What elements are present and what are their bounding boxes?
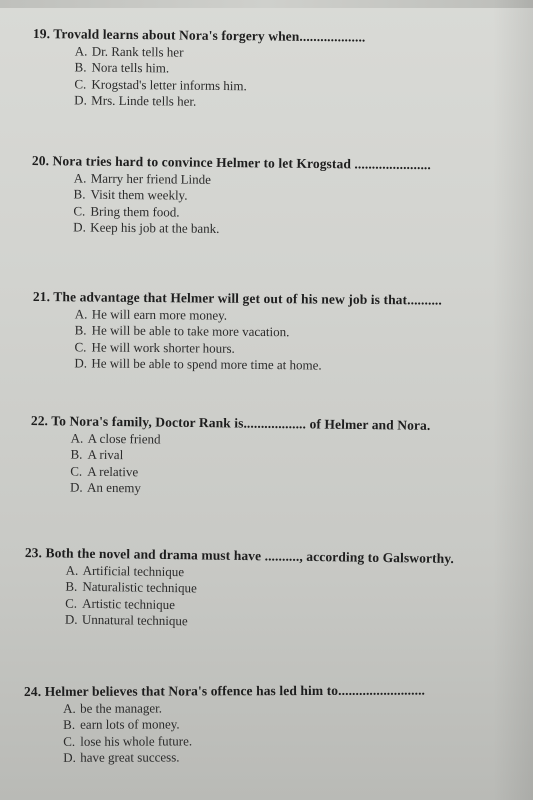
option-text: Naturalistic technique bbox=[82, 579, 197, 596]
option-d[interactable] bbox=[63, 748, 425, 766]
question-stem: 19. Trovald learns about Nora's forgery when................... bbox=[32, 26, 366, 45]
option-letter: C. bbox=[74, 76, 87, 92]
option-letter: B. bbox=[74, 322, 87, 338]
option-text: lose his whole future. bbox=[80, 733, 193, 749]
question-stem: 24. Helmer believes that Nora's offence has led him to......................... bbox=[24, 682, 426, 699]
option-text: Artistic technique bbox=[82, 595, 176, 612]
option-text: Dr. Rank tells her bbox=[91, 43, 184, 60]
question-stem: 21. The advantage that Helmer will get out of his new job is that.......... bbox=[32, 289, 442, 308]
option-letter: D. bbox=[64, 611, 78, 627]
option-text: be the manager. bbox=[80, 700, 163, 716]
option-b[interactable] bbox=[63, 716, 425, 734]
option-text: Nora tells him. bbox=[91, 59, 170, 76]
option-list bbox=[24, 700, 425, 767]
option-text: He will be able to spend more time at home. bbox=[91, 355, 322, 373]
option-text: An enemy bbox=[87, 479, 141, 496]
option-text: Bring them food. bbox=[90, 203, 180, 220]
option-d[interactable] bbox=[74, 355, 441, 374]
option-letter: A. bbox=[74, 306, 88, 322]
option-c[interactable] bbox=[63, 732, 425, 750]
option-text: A rival bbox=[87, 446, 124, 463]
option-text: have great success. bbox=[80, 749, 180, 765]
option-letter: B. bbox=[65, 578, 78, 595]
option-letter: D. bbox=[74, 355, 88, 371]
option-text: Marry her friend Linde bbox=[90, 170, 212, 187]
option-letter: C. bbox=[63, 733, 76, 749]
question-23 bbox=[24, 545, 454, 633]
option-list bbox=[30, 430, 430, 500]
option-text: Visit them weekly. bbox=[90, 186, 188, 203]
question-stem: 22. To Nora's family, Doctor Rank is.................. of Helmer and Nora. bbox=[30, 413, 431, 433]
option-text: He will be able to take more vacation. bbox=[91, 322, 290, 340]
option-letter: B. bbox=[63, 717, 76, 733]
option-d[interactable] bbox=[74, 92, 365, 111]
question-19 bbox=[32, 26, 365, 112]
question-stem: 20. Nora tries hard to convince Helmer to let Krogstad ...................... bbox=[31, 153, 431, 173]
option-list bbox=[32, 306, 442, 375]
option-text: earn lots of money. bbox=[80, 716, 180, 733]
option-list bbox=[32, 43, 365, 112]
option-letter: D. bbox=[70, 479, 83, 495]
option-list bbox=[24, 562, 454, 633]
option-text: He will work shorter hours. bbox=[91, 339, 235, 356]
option-letter: D. bbox=[74, 92, 87, 108]
page-top-edge bbox=[0, 0, 533, 8]
option-letter: A. bbox=[73, 170, 87, 186]
option-letter: B. bbox=[73, 186, 86, 202]
option-letter: D. bbox=[73, 219, 86, 235]
option-letter: C. bbox=[74, 338, 87, 355]
option-letter: A. bbox=[74, 43, 88, 59]
option-letter: A. bbox=[63, 700, 76, 716]
option-letter: C. bbox=[70, 463, 83, 479]
option-text: Artificial technique bbox=[82, 562, 185, 580]
option-letter: B. bbox=[74, 59, 87, 75]
option-d[interactable] bbox=[70, 479, 430, 500]
option-letter: C. bbox=[73, 203, 86, 219]
option-list bbox=[31, 170, 431, 239]
option-letter: D. bbox=[63, 749, 76, 765]
option-text: Mrs. Linde tells her. bbox=[91, 92, 197, 109]
option-letter: C. bbox=[65, 595, 78, 611]
option-text: A relative bbox=[87, 463, 139, 479]
option-text: Krogstad's letter informs him. bbox=[91, 76, 247, 93]
page-shadow bbox=[493, 0, 533, 800]
option-text: He will earn more money. bbox=[91, 306, 228, 323]
question-24 bbox=[24, 683, 425, 767]
option-text: Keep his job at the bank. bbox=[90, 219, 220, 236]
question-22 bbox=[30, 413, 431, 500]
question-21 bbox=[32, 289, 442, 375]
option-text: Unnatural technique bbox=[81, 611, 188, 629]
question-20 bbox=[31, 153, 431, 239]
option-a[interactable] bbox=[63, 700, 425, 718]
option-text: A close friend bbox=[87, 430, 161, 447]
option-letter: A. bbox=[65, 562, 79, 578]
option-letter: B. bbox=[70, 446, 83, 462]
option-letter: A. bbox=[70, 430, 84, 446]
question-stem: 23. Both the novel and drama must have .........., according to Galsworthy. bbox=[24, 545, 454, 566]
option-d[interactable] bbox=[73, 219, 430, 239]
